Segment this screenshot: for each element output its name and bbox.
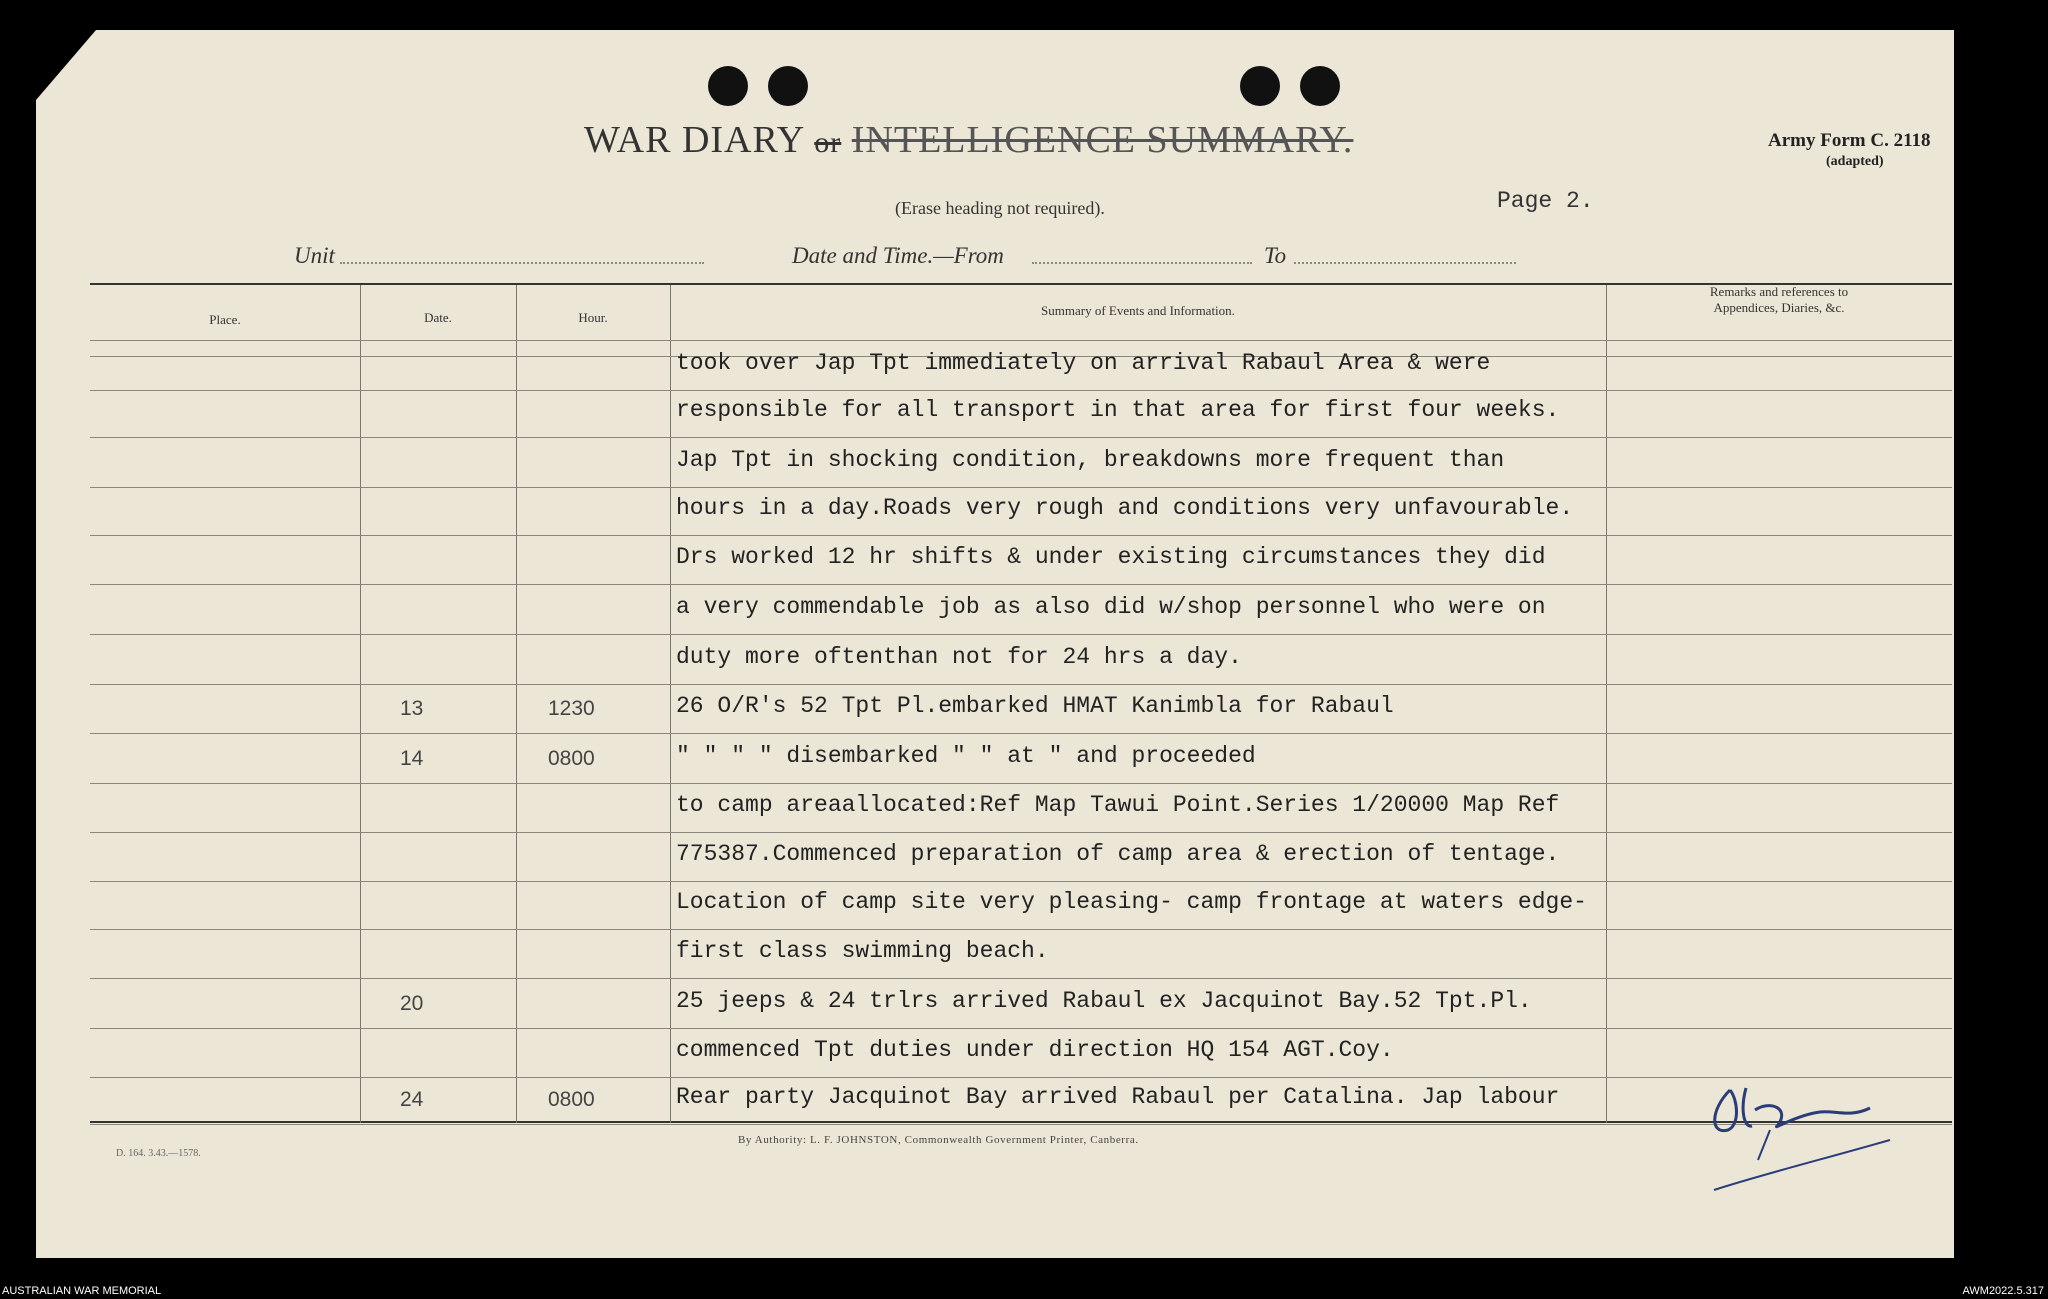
column-header-date: Date. <box>424 310 452 325</box>
diary-entry-text: Rear party Jacquinot Bay arrived Rabaul per Catalina. Jap labour <box>676 1084 1560 1110</box>
ruled-line <box>90 684 1952 685</box>
diary-entry-text: 26 O/R's 52 Tpt Pl.embarked HMAT Kanimbla for Rabaul <box>676 693 1394 719</box>
ruled-line <box>90 584 1952 585</box>
title-of: or <box>814 126 842 159</box>
diary-entry-hour: 0800 <box>548 1088 595 1111</box>
diary-entry-text: 775387.Commenced preparation of camp area & erection of tentage. <box>676 841 1560 867</box>
ruled-line <box>90 340 1952 341</box>
column-divider <box>670 285 671 1123</box>
unit-dotted-line <box>340 262 704 264</box>
ruled-line <box>90 733 1952 734</box>
remarks-header-line: Appendices, Diaries, &c. <box>1713 300 1845 315</box>
punch-hole <box>708 66 748 106</box>
ruled-line <box>90 634 1952 635</box>
diary-entry-text: Jap Tpt in shocking condition, breakdowns more frequent than <box>676 447 1505 473</box>
ruled-line <box>90 535 1952 536</box>
diary-entry-date: 14 <box>400 747 424 770</box>
diary-entry-text: Location of camp site very pleasing- camp frontage at waters edge- <box>676 889 1587 915</box>
diary-entry-date: 20 <box>400 992 424 1015</box>
diary-entry-text: first class swimming beach. <box>676 938 1049 964</box>
column-divider <box>516 285 517 1123</box>
column-header-remarks <box>1606 284 1952 316</box>
remarks-header-line: Remarks and references to <box>1709 284 1849 299</box>
ruled-line <box>90 881 1952 882</box>
ruled-line <box>90 1028 1952 1029</box>
diary-entry-text: 25 jeeps & 24 trlrs arrived Rabaul ex Jacquinot Bay.52 Tpt.Pl. <box>676 988 1532 1014</box>
diary-entry-text: commenced Tpt duties under direction HQ 154 AGT.Coy. <box>676 1037 1394 1063</box>
title-struck: INTELLIGENCE SUMMARY. <box>851 119 1354 161</box>
army-form-adapted: (adapted) <box>1826 154 1884 169</box>
diary-entry-hour: 1230 <box>548 697 595 720</box>
ruled-line <box>90 437 1952 438</box>
ruled-line <box>90 390 1952 391</box>
diary-entry-text: " " " " disembarked " " at " and proceeded <box>676 743 1256 769</box>
date-time-label: Date and Time.—From <box>792 243 1004 268</box>
ruled-line <box>90 832 1952 833</box>
archive-reference: AWM2022.5.317 <box>1962 1285 2044 1297</box>
to-label: To <box>1264 243 1287 268</box>
ruled-line <box>90 487 1952 488</box>
from-dotted-line <box>1032 262 1252 264</box>
diary-entry-text: a very commendable job as also did w/shop personnel who were on <box>676 594 1546 620</box>
unit-label: Unit <box>294 243 335 268</box>
diary-entry-text: Drs worked 12 hr shifts & under existing circumstances they did <box>676 544 1546 570</box>
print-code: D. 164. 3.43.—1578. <box>116 1148 201 1159</box>
column-header-place: Place. <box>209 312 241 327</box>
to-dotted-line <box>1294 262 1516 264</box>
ruled-line <box>90 929 1952 930</box>
diary-entry-text: responsible for all transport in that area for first four weeks. <box>676 397 1560 423</box>
signature <box>1700 1070 1910 1200</box>
erase-note: (Erase heading not required). <box>895 198 1105 218</box>
table-bottom-rule <box>90 1121 1952 1123</box>
printer-authority: By Authority: L. F. JOHNSTON, Commonwealth Government Printer, Canberra. <box>738 1134 1139 1146</box>
ruled-line <box>90 978 1952 979</box>
diary-entry-date: 24 <box>400 1088 424 1111</box>
punch-hole <box>1240 66 1280 106</box>
ruled-line <box>90 783 1952 784</box>
page-title <box>584 118 1353 162</box>
diary-entry-text: took over Jap Tpt immediately on arrival Rabaul Area & were <box>676 350 1491 376</box>
diary-entry-hour: 0800 <box>548 747 595 770</box>
page-number: Page 2. <box>1497 188 1594 214</box>
ruled-line <box>90 1077 1952 1078</box>
column-divider <box>1606 285 1607 1123</box>
archive-caption: AUSTRALIAN WAR MEMORIAL <box>2 1285 162 1297</box>
column-header-hour: Hour. <box>578 310 608 325</box>
diary-entry-text: hours in a day.Roads very rough and conditions very unfavourable. <box>676 495 1574 521</box>
ruled-line <box>90 1124 1952 1125</box>
diary-entry-text: duty more oftenthan not for 24 hrs a day. <box>676 644 1242 670</box>
column-header-summary: Summary of Events and Information. <box>1041 303 1235 318</box>
diary-entry-text: to camp areaallocated:Ref Map Tawui Point.Series 1/20000 Map Ref <box>676 792 1560 818</box>
column-divider <box>360 285 361 1123</box>
punch-hole <box>1300 66 1340 106</box>
title-prefix: WAR DIARY <box>584 119 804 161</box>
diary-entry-date: 13 <box>400 697 424 720</box>
punch-hole <box>768 66 808 106</box>
army-form-number: Army Form C. 2118 <box>1768 130 1931 151</box>
